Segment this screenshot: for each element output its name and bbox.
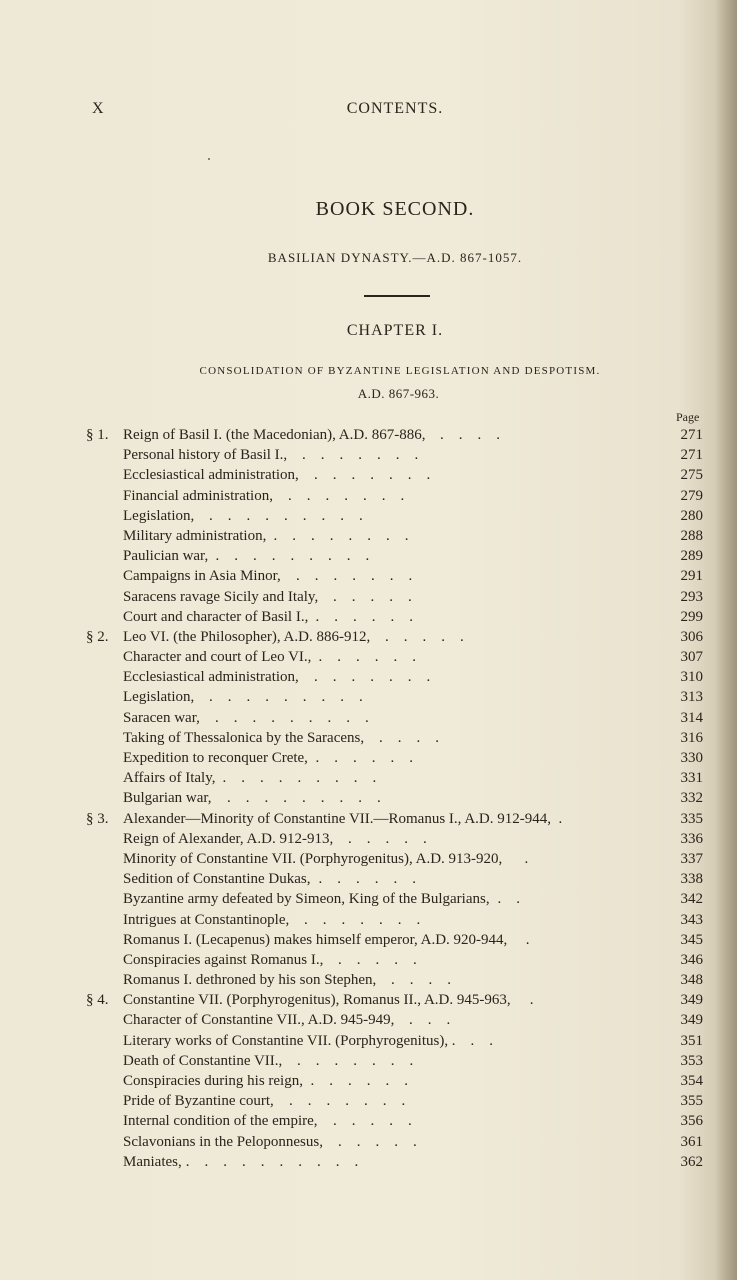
toc-leader-dots: . [507,931,530,948]
toc-leader-dots: . . [490,891,520,908]
toc-leader-dots: . . . . . . . . . . [182,1153,359,1170]
toc-entry-title: Minority of Constantine VII. (Porphyrogenitus), A.D. 913-920, [123,850,503,867]
toc-section-number: § 2. [86,628,109,645]
toc-entry [0,667,737,687]
toc-entry [0,445,737,465]
toc-entry [0,566,737,586]
toc-section-number: § 4. [86,992,109,1009]
toc-leader-dots: . . . . . . . . . [200,709,369,726]
toc-entry-title: Romanus I. (Lecapenus) makes himself emperor, A.D. 920-944, [123,931,508,948]
chapter-dates: A.D. 867-963. [357,386,440,401]
toc-page-number: 355 [680,1093,703,1110]
toc-entry-title: Paulician war, [123,548,209,565]
folio-number: X [92,100,105,117]
toc-entry [0,1091,737,1111]
toc-entry [0,546,737,566]
toc-entry-title: Saracens ravage Sicily and Italy, [123,588,319,605]
toc-page-number: 336 [680,830,703,847]
toc-leader-dots: . . . . . [323,951,417,968]
book-heading: BOOK SECOND. [315,198,475,220]
toc-page-number: 330 [680,750,703,766]
toc-page-number: 349 [680,992,703,1009]
running-head [0,100,737,122]
toc-entry [0,1111,737,1131]
toc-entry [0,587,737,607]
toc-entry-title: Reign of Alexander, A.D. 912-913, [123,830,334,847]
toc-entry [0,748,737,768]
toc-entry-title: Alexander—Minority of Constantine VII.—Romanus I., A.D. 912-944, [123,810,552,827]
toc-leader-dots: . [502,850,529,867]
toc-entry-title: Reign of Basil I. (the Macedonian), A.D. 867-886, [123,427,426,443]
toc-entry [0,788,737,808]
toc-entry [0,687,737,707]
toc-page-number: 288 [680,527,703,544]
toc-leader-dots: . . . . . . . [299,467,431,484]
toc-leader-dots: . . . . . . . [273,487,405,504]
toc-entry-title: Character of Constantine VII., A.D. 945-949, [123,1012,395,1029]
toc-leader-dots: . . . . [425,427,500,443]
toc-leader-dots: . . . . . [318,1113,412,1130]
toc-entry-title: Leo VI. (the Philosopher), A.D. 886-912, [123,628,371,645]
toc-page-number: 335 [680,810,703,827]
toc-page-number: 332 [680,790,703,807]
toc-entry [0,889,737,909]
toc-entry [0,829,737,849]
toc-leader-dots: . [551,810,563,827]
toc-leader-dots: . . . . . [323,1133,417,1150]
toc-leader-dots: . . . . . . [308,608,413,625]
toc-leader-dots: . . . . . . . [281,568,413,585]
toc-entry [0,708,737,728]
toc-leader-dots: . . . . . . [308,750,413,766]
toc-page-number: 299 [680,608,703,625]
toc-entry [0,1071,737,1091]
toc-entry-title: Romanus I. dethroned by his son Stephen, [123,972,377,989]
toc-entry [0,869,737,889]
toc-entry [0,1152,737,1172]
toc-entry [0,465,737,485]
toc-entry-title: Literary works of Constantine VII. (Porphyrogenitus), [123,1032,449,1049]
toc-page-number: 353 [680,1052,703,1069]
toc-leader-dots: . . . . . [370,628,464,645]
toc-entry [0,1051,737,1071]
toc-section-number: § 1. [86,427,109,443]
toc-entry [0,950,737,970]
toc-page-number: 345 [680,931,703,948]
toc-page-number: 354 [680,1073,703,1089]
toc-page-number: 337 [680,850,703,867]
page-column-label: Page [676,410,700,424]
toc-leader-dots: . . . . . . [311,871,416,888]
toc-page-number: 313 [680,689,703,706]
toc-leader-dots: . . . . . . . [282,1052,414,1069]
toc-entry-title: Conspiracies during his reign, [123,1073,303,1089]
toc-page-number: 279 [680,487,703,504]
toc-entry [0,990,737,1010]
toc-leader-dots: . . . . [364,729,439,746]
toc-leader-dots: . [511,992,534,1009]
toc-leader-dots: . . . . . . [303,1073,408,1089]
toc-page-number: 293 [680,588,703,605]
toc-entry-title: Intrigues at Constantinople, [123,911,290,928]
toc-page-number: 338 [680,871,703,888]
toc-entry-title: Financial administration, [123,487,273,504]
toc-entry-title: Personal history of Basil I., [123,447,288,464]
toc-leader-dots: . . . . . . [311,649,416,666]
toc-entry [0,425,737,445]
divider-rule [364,295,430,297]
toc-leader-dots: . . . . . [333,830,427,847]
toc-page-number: 310 [680,669,703,686]
toc-leader-dots: . . . . . . . . . [208,548,370,565]
toc-entry [0,647,737,667]
toc-entry [0,526,737,546]
toc-page-number: 351 [680,1032,703,1049]
toc-section-number: § 3. [86,810,109,827]
toc-entry [0,849,737,869]
toc-leader-dots: . . . . . . . [299,669,431,686]
toc-page-number: 349 [680,1012,703,1029]
toc-entry [0,1132,737,1152]
toc-leader-dots: . . . . . . . . . [194,507,363,524]
toc-entry-title: Ecclesiastical administration, [123,669,299,686]
toc-entry [0,486,737,506]
toc-page-number: 314 [680,709,703,726]
toc-entry-title: Internal condition of the empire, [123,1113,318,1130]
paper-speck [208,158,210,160]
toc-entry-title: Death of Constantine VII., [123,1052,283,1069]
toc-entry [0,910,737,930]
toc-page-number: 342 [680,891,703,908]
toc-page-number: 275 [680,467,703,484]
toc-entry-title: Pride of Byzantine court, [123,1093,274,1110]
toc-leader-dots: . . . . . . . . . [212,790,381,807]
toc-entry-title: Legislation, [123,689,195,706]
toc-entry-title: Sedition of Constantine Dukas, [123,871,311,888]
toc-leader-dots: . . . . . [318,588,412,605]
toc-page-number: 307 [680,649,703,666]
toc-leader-dots: . . . . . . . . . [215,770,377,787]
toc-page-number: 356 [680,1113,703,1130]
chapter-title: CHAPTER I. [346,322,444,339]
toc-page-number: 280 [680,507,703,524]
toc-leader-dots: . . . . . . . [287,447,419,464]
toc-page-number: 362 [680,1153,703,1170]
toc-leader-dots: . . . [448,1032,493,1049]
toc-entry-title: Expedition to reconquer Crete, [123,750,308,766]
toc-entry-title: Military administration, [123,527,267,544]
table-of-contents [0,425,737,1172]
toc-page-number: 291 [680,568,703,585]
toc-page-number: 331 [680,770,703,787]
toc-entry-title: Affairs of Italy, [123,770,216,787]
toc-page-number: 316 [680,729,703,746]
toc-entry-title: Court and character of Basil I., [123,608,309,625]
toc-entry-title: Ecclesiastical administration, [123,467,299,484]
toc-page-number: 271 [680,427,703,443]
running-title: CONTENTS. [346,100,444,117]
toc-entry-title: Character and court of Leo VI., [123,649,312,666]
toc-entry [0,627,737,647]
toc-entry-title: Conspiracies against Romanus I., [123,951,324,968]
toc-entry [0,506,737,526]
toc-leader-dots: . . . . . . . [274,1093,406,1110]
toc-page-number: 346 [680,951,703,968]
toc-entry [0,607,737,627]
toc-entry [0,930,737,950]
toc-leader-dots: . . . . . . . [289,911,421,928]
toc-page-number: 348 [680,972,703,989]
toc-page-number: 271 [680,447,703,464]
toc-entry-title: Maniates, [123,1153,182,1170]
toc-leader-dots: . . . . [376,972,451,989]
toc-page-number: 306 [680,628,703,645]
toc-entry [0,1010,737,1030]
toc-entry-title: Bulgarian war, [123,790,212,807]
toc-entry-title: Sclavonians in the Peloponnesus, [123,1133,323,1150]
dynasty-heading: BASILIAN DYNASTY.—A.D. 867-1057. [267,250,523,265]
toc-entry [0,768,737,788]
toc-entry-title: Campaigns in Asia Minor, [123,568,281,585]
toc-leader-dots: . . . . . . . . . [194,689,363,706]
toc-entry [0,728,737,748]
toc-entry [0,809,737,829]
toc-entry-title: Legislation, [123,507,195,524]
toc-entry [0,970,737,990]
chapter-subtitle: CONSOLIDATION OF BYZANTINE LEGISLATION AND DESPOTISM. [199,365,601,377]
toc-entry-title: Taking of Thessalonica by the Saracens, [123,729,365,746]
toc-entry-title: Saracen war, [123,709,200,726]
toc-leader-dots: . . . . . . . . [266,527,409,544]
toc-page-number: 361 [680,1133,703,1150]
toc-entry-title: Constantine VII. (Porphyrogenitus), Romanus II., A.D. 945-963, [123,992,511,1009]
toc-entry [0,1031,737,1051]
toc-entry-title: Byzantine army defeated by Simeon, King of the Bulgarians, [123,891,490,908]
toc-page-number: 289 [680,548,703,565]
toc-page-number: 343 [680,911,703,928]
toc-leader-dots: . . . [394,1012,451,1029]
